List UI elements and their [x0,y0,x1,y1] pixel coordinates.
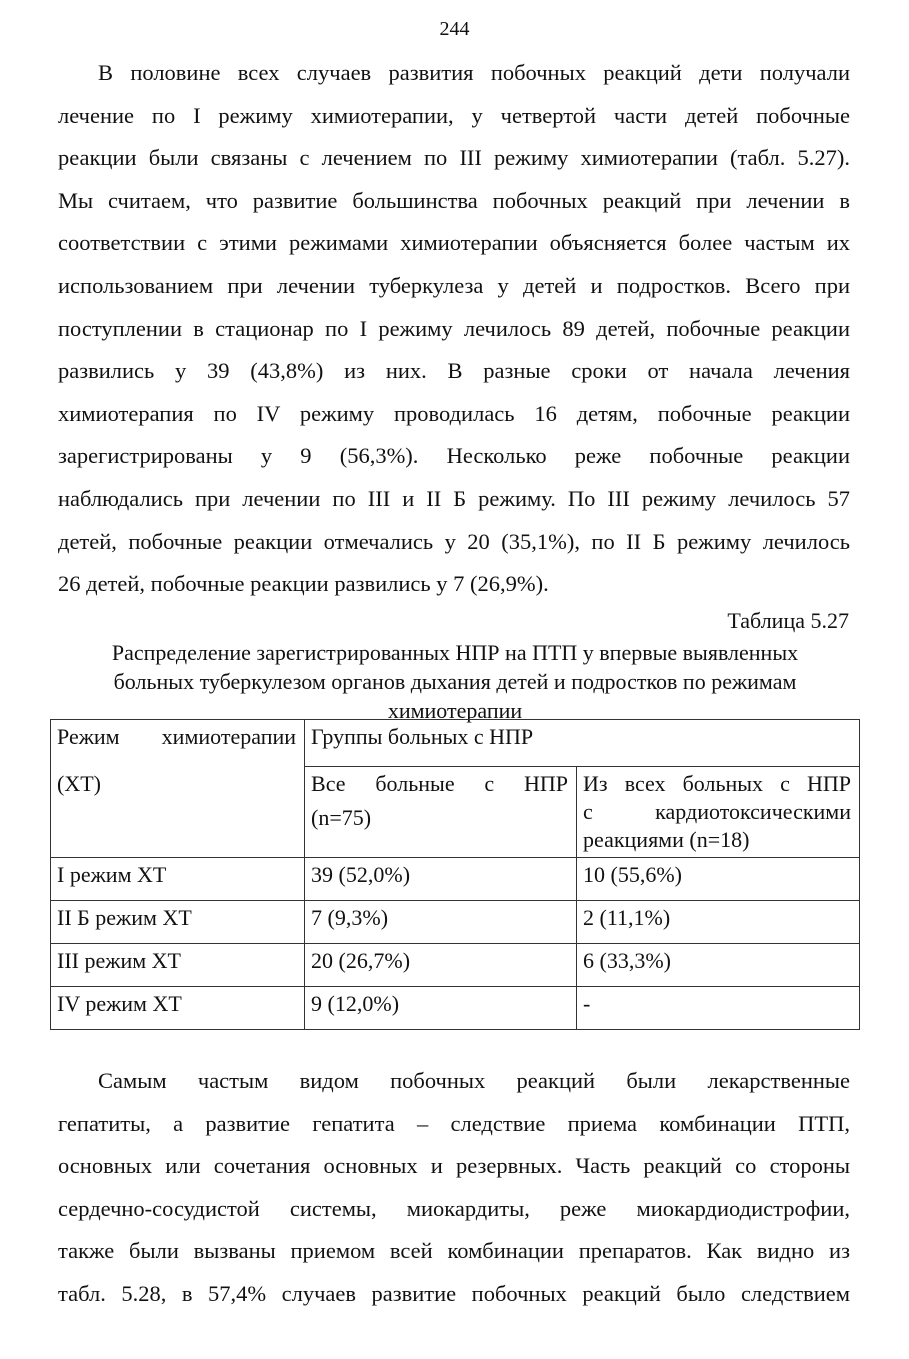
text-line: также были вызваны приемом всей комбинации препаратов. Как видно из [58,1238,850,1264]
caption-line: Распределение зарегистрированных НПР на ПТП у впервые выявленных [111,640,799,665]
cardio-header-cell [577,767,860,858]
text-line: сердечно-сосудистой системы, миокардиты, реже миокардиодистрофии, [58,1195,850,1221]
cardio-header-line: Из всех больных с НПР [583,771,851,796]
body-paragraph-1 [58,52,850,606]
all-patients-header-count: (n=75) [311,805,372,830]
table-row [51,858,860,901]
caption-line: больных туберкулезом органов дыхания детей и подростков по режимам [113,669,797,694]
text-line: Самым частым видом побочных реакций были лекарственные [98,1068,850,1093]
text-line: развились у 39 (43,8%) из них. В разные сроки от начала лечения [58,358,850,384]
text-line: Мы считаем, что развитие большинства побочных реакций при лечении в [58,187,850,213]
all-patients-cell: 7 (9,3%) [305,901,577,944]
table-row [51,901,860,944]
group-header-cell [305,720,860,767]
text-line: соответствии с этими режимами химиотерапии объясняется более частым их [58,230,850,256]
caption-line: химиотерапии [387,698,523,723]
table-row [51,944,860,987]
table-label: Таблица 5.27 [727,608,849,633]
cardio-cell: 2 (11,1%) [577,901,860,944]
text-line: гепатиты, а развитие гепатита – следствие приема комбинации ПТП, [58,1110,850,1136]
cardio-cell: 6 (33,3%) [577,944,860,987]
regime-cell: II Б режим ХТ [51,901,305,944]
page-number: 244 [439,18,470,40]
cardio-cell: 10 (55,6%) [577,858,860,901]
regime-header-cell-cont [51,767,305,858]
all-patients-cell: 20 (26,7%) [305,944,577,987]
regime-cell: I режим ХТ [51,858,305,901]
table-caption [40,638,870,725]
table-row [51,987,860,1030]
regime-cell: III режим ХТ [51,944,305,987]
text-line: В половине всех случаев развития побочных реакций дети получали [98,60,850,85]
text-line: использованием при лечении туберкулеза у детей и подростков. Всего при [58,272,850,298]
regime-header-label: Режим химиотерапии [57,724,297,749]
regime-header-abbr: (ХТ) [57,770,101,796]
regime-cell: IV режим ХТ [51,987,305,1030]
cardio-cell: - [577,987,860,1030]
regime-header-cell [51,720,305,767]
text-line: реакции были связаны с лечением по III режиму химиотерапии (табл. 5.27). [58,145,850,171]
text-line: зарегистрированы у 9 (56,3%). Несколько реже побочные реакции [58,443,850,469]
all-patients-cell: 9 (12,0%) [305,987,577,1030]
text-line: детей, побочные реакции отмечались у 20 (35,1%), по II Б режиму лечилось [58,528,850,554]
cardio-header-line: с кардиотоксическими [583,799,851,824]
table-subheader-row [51,767,860,858]
text-line: химиотерапия по IV режиму проводилась 16 детям, побочные реакции [58,400,850,426]
cardio-header-line: реакциями (n=18) [583,827,750,852]
all-patients-header-cell [305,767,577,858]
all-patients-header-label: Все больные с НПР [311,771,569,796]
data-table [50,719,860,1030]
text-line: поступлении в стационар по I режиму лечилось 89 детей, побочные реакции [58,315,850,341]
text-line: лечение по I режиму химиотерапии, у четвертой части детей побочные [58,102,850,128]
group-header-label: Группы больных с НПР [311,724,534,749]
text-line: наблюдались при лечении по III и II Б режиму. По III режиму лечилось 57 [58,485,850,511]
body-paragraph-2 [58,1060,850,1316]
text-line: 26 детей, побочные реакции развились у 7 (26,9%). [58,571,549,597]
text-line: табл. 5.28, в 57,4% случаев развитие побочных реакций было следствием [58,1280,850,1306]
table-header-row [51,720,860,767]
text-line: основных или сочетания основных и резервных. Часть реакций со стороны [58,1153,850,1179]
all-patients-cell: 39 (52,0%) [305,858,577,901]
